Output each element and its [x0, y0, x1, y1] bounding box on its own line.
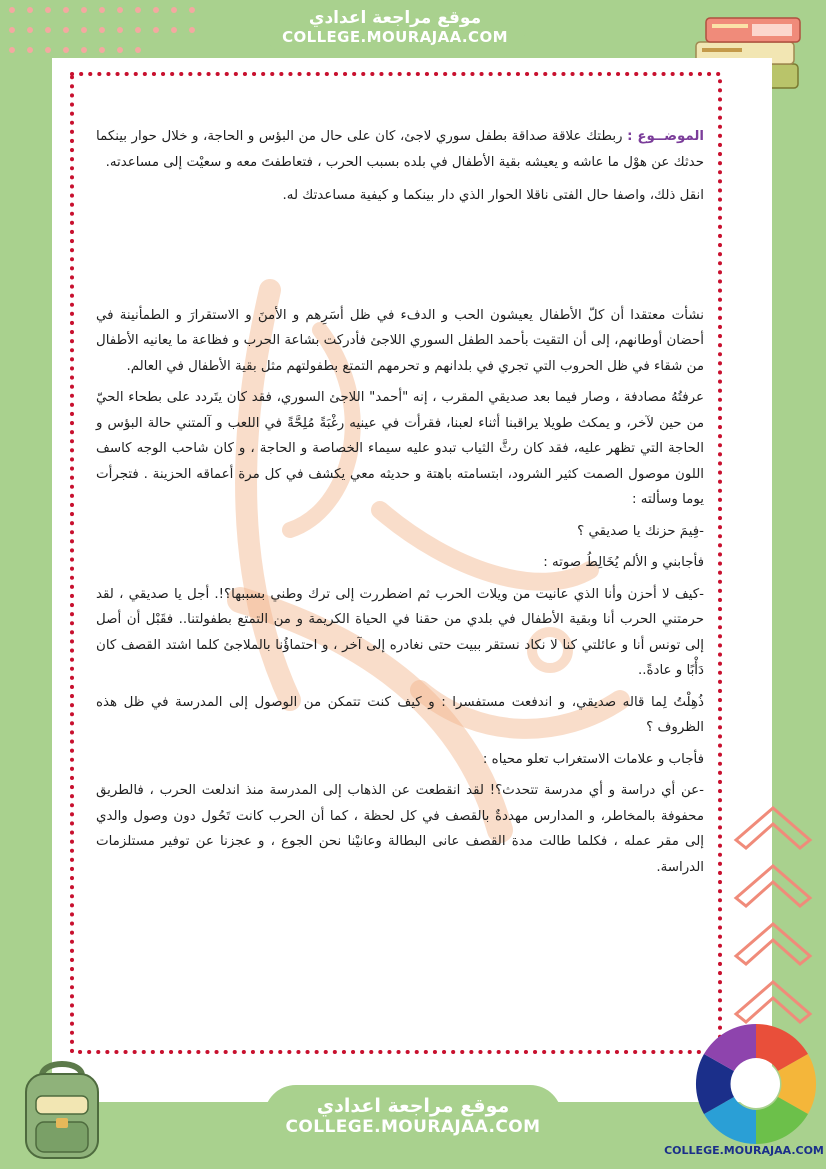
dialogue-answer-2: -عن أي دراسة و أي مدرسة تتحدث؟! لقد انقطعت عن الذهاب إلى المدرسة منذ اندلعت الحرب ، فالطريق محفوفة بالمخاطر، و المدارس مهددةٌ بالقصف في كل لحظة ، كما أن الحرب كانت تَحُول دون وصول والدي إلى مقر عمله ، فكلما طالت مدة القصف عانى البطالة وعانيْنا نحن الجوع ، و عجزنا عن توفير مستلزمات الدراسة.	[96, 783, 704, 875]
header-site-name: موقع مراجعة اعدادي	[308, 8, 482, 28]
dialogue-intro-2: فأجاب و علامات الاستغراب تعلو محياه :	[482, 751, 704, 767]
footer-site-url[interactable]: COLLEGE.MOURAJAA.COM	[285, 1117, 541, 1137]
essay-paragraph-intro: نشأت معتقدا أن كلّ الأطفال يعيشون الحب و الدفء في ظل أسَرِهم و الأمنَ و الاستقرارَ و الطمأنينة في أحضان أوطانهم، إلى أن التقيت بأحمد الطفل السوري اللاجئ فأدركت بشاعة الحرب و فظاعة ما يعانيه الأطفال من شقاء في ظل الحروب التي تجري في بلدانهم و تحرمهم التمتع بطفولتهم مثل بقية الأطفال في العالم.	[96, 307, 704, 374]
dialogue-question-2: ذُهِلْتُ لِما قاله صديقي، و اندفعت مستفسرا : و كيف كنت تتمكن من الوصول إلى المدرسة في ظل هذه الظروف ؟	[96, 694, 704, 735]
dialogue-intro-1: فأجابني و الألم يُخَالِطُ صوته :	[543, 555, 704, 570]
topic-paragraph	[96, 124, 704, 175]
header-site-tab[interactable]	[264, 0, 526, 58]
topic-text: ربطتك علاقة صداقة بطفل سوري لاجئ، كان على حال من البؤس و الحاجة، و خلال حوار بينكما حدثك عن هوْل ما عاشه و يعيشه بقية الأطفال في بلده بسبب الحرب ، فتعاطفتَ معه و سعيْت إلى مساعدته.	[96, 129, 704, 170]
footer-site-tab[interactable]	[264, 1085, 562, 1169]
dot-grid-decoration	[4, 4, 204, 60]
topic-label: الموضــوع :	[627, 129, 705, 144]
dialogue-answer-1: -كيف لا أحزن وأنا الذي عانيت من ويلات الحرب ثم اضطررت إلى ترك وطني بسببها؟!. أجل يا صديقي ، لقد حرمتني الحرب أنا وبقية الأطفال في بلدي من حقنا في الحياة الكريمة و من التمتع بطفولتنا.. فقَبْل أن أصل إلى تونس أنا و عائلتي كنا لا نكاد نستقر ببيت حتى نغادره إلى آخر ، و احتماؤُنا بالملاجئ كلما اشتد القصف كان دَأْبًا و عادةً..	[96, 586, 704, 678]
dialogue-question-1: -فِيمَ حزنك يا صديقي ؟	[577, 523, 704, 539]
chevron-up-icons	[728, 800, 818, 1030]
circular-subjects-logo[interactable]	[694, 1022, 818, 1146]
footer-site-name: موقع مراجعة اعدادي	[316, 1095, 510, 1117]
logo-site-url[interactable]: COLLEGE.MOURAJAA.COM	[664, 1144, 824, 1157]
task-instruction: انقل ذلك، واصفا حال الفتى ناقلا الحوار الذي دار بينكما و كيفية مساعدتك له.	[282, 188, 704, 203]
header-site-url[interactable]: COLLEGE.MOURAJAA.COM	[282, 28, 508, 46]
essay-paragraph-meeting: عرفتُهُ مصادفة ، وصار فيما بعد صديقي المقرب ، إنه "أحمد" اللاجئ السوري، فقد كان يتَردد على بطحاء الحيّ من حين لآخر، و يمكث طويلا يراقبنا أثناء لعبنا، فقرأت في عينيه رغْبَةً مُلِحَّةً في اللعب و آلمتني حالة البؤس و الحاجة التي تظهر عليه، فقد كان رثَّ الثياب تبدو عليه سيماء الخصاصة و الحاجة ، و كان شاحب الوجه كاسف اللون موصول الصمت كثير الشرود، ابتسامته باهتة و حديثه معي يكشف في كل مرة أعماقه الحزينة . فتجرأت يوما وسألته :	[96, 390, 704, 507]
document-body	[96, 124, 704, 886]
school-bag-icon	[12, 1056, 112, 1164]
